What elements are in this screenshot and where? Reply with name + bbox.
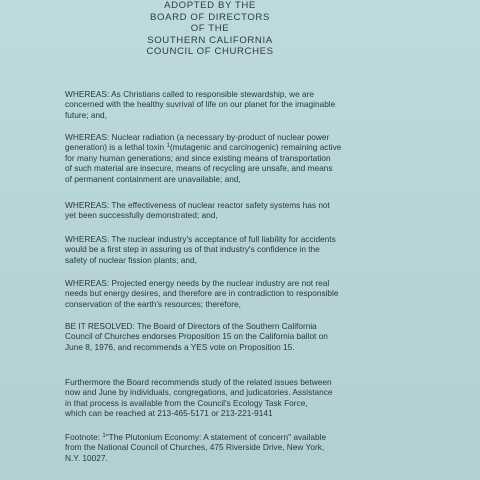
- footnote-marker: 1: [166, 143, 170, 150]
- footnote-marker: 1: [102, 433, 106, 439]
- heading-line-5: COUNCIL OF CHURCHES: [146, 46, 274, 57]
- text-line: future; and,: [65, 109, 107, 120]
- text-line: BE IT RESOLVED: The Board of Directors of the Southern California: [65, 321, 317, 331]
- text-line: in that process is available from the Council's Ecology Task Force,: [65, 397, 308, 408]
- text-line: of permanent containment are unavailable; and,: [65, 173, 241, 184]
- footnote-paragraph: [65, 432, 465, 463]
- text-line: for many human generations; and since existing means of transportation: [65, 152, 331, 163]
- text-segment: (mutagenic and carcinogenic) remaining active: [169, 142, 342, 153]
- whereas-safety-paragraph: [65, 200, 465, 221]
- text-line: needs but energy desires, and therefore are in contradiction to responsible: [65, 288, 339, 299]
- text-line: of such material are insecure, means of recycling are unsafe, and means: [65, 163, 333, 174]
- text-line: WHEREAS: As Christians called to responsible stewardship, we are: [65, 89, 315, 99]
- whereas-radiation-paragraph: [65, 132, 465, 184]
- text-segment: "The Plutonium Economy: A statement of concern" available: [105, 432, 327, 442]
- resolution-paragraph: [65, 321, 465, 352]
- text-line: would be a first step in assuring us of that industry's confidence in the: [65, 244, 320, 255]
- text-line: [65, 142, 465, 152]
- text-line: [65, 432, 465, 442]
- text-line: Council of Churches endorses Proposition 15 on the California ballot on: [65, 331, 328, 342]
- heading-line-1: ADOPTED BY THE: [164, 0, 256, 11]
- text-line: WHEREAS: The effectiveness of nuclear reactor safety systems has not: [65, 200, 330, 210]
- text-line: conservation of the earth's resources; therefore,: [65, 298, 241, 309]
- text-line: WHEREAS: Nuclear radiation (a necessary by-product of nuclear power: [65, 132, 330, 142]
- document-heading: [0, 0, 420, 58]
- whereas-energy-paragraph: [65, 278, 465, 309]
- heading-line-2: BOARD OF DIRECTORS: [150, 11, 270, 23]
- whereas-liability-paragraph: [65, 234, 465, 265]
- text-line: from the National Council of Churches, 475 Riverside Drive, New York,: [65, 442, 325, 453]
- text-line: WHEREAS: Projected energy needs by the nuclear industry are not real: [65, 278, 330, 288]
- text-segment: generation) is a lethal toxin: [65, 142, 167, 153]
- text-line: now and June by individuals, congregations, and judicatories. Assistance: [65, 387, 333, 398]
- text-line: which can be reached at 213-465-5171 or 213-221-9141: [65, 408, 273, 419]
- text-line: Furthermore the Board recommends study of the related issues between: [65, 377, 332, 387]
- text-line: safety of nuclear fission plants; and,: [65, 254, 197, 265]
- text-segment: Footnote:: [65, 432, 103, 442]
- heading-line-3: OF THE: [190, 23, 230, 34]
- text-line: June 8, 1976, and recommends a YES vote on Proposition 15.: [65, 341, 295, 352]
- text-line: concerned with the healthy suvrival of life on our planet for the imaginable: [65, 99, 336, 110]
- recommendation-paragraph: [65, 377, 465, 419]
- whereas-stewardship-paragraph: [65, 89, 465, 120]
- text-line: WHEREAS: The nuclear industry's acceptance of full liability for accidents: [65, 234, 336, 244]
- text-line: N.Y. 10027.: [65, 452, 108, 463]
- heading-line-4: SOUTHERN CALIFORNIA: [147, 34, 273, 46]
- text-line: yet been successfully demonstrated; and,: [65, 210, 218, 221]
